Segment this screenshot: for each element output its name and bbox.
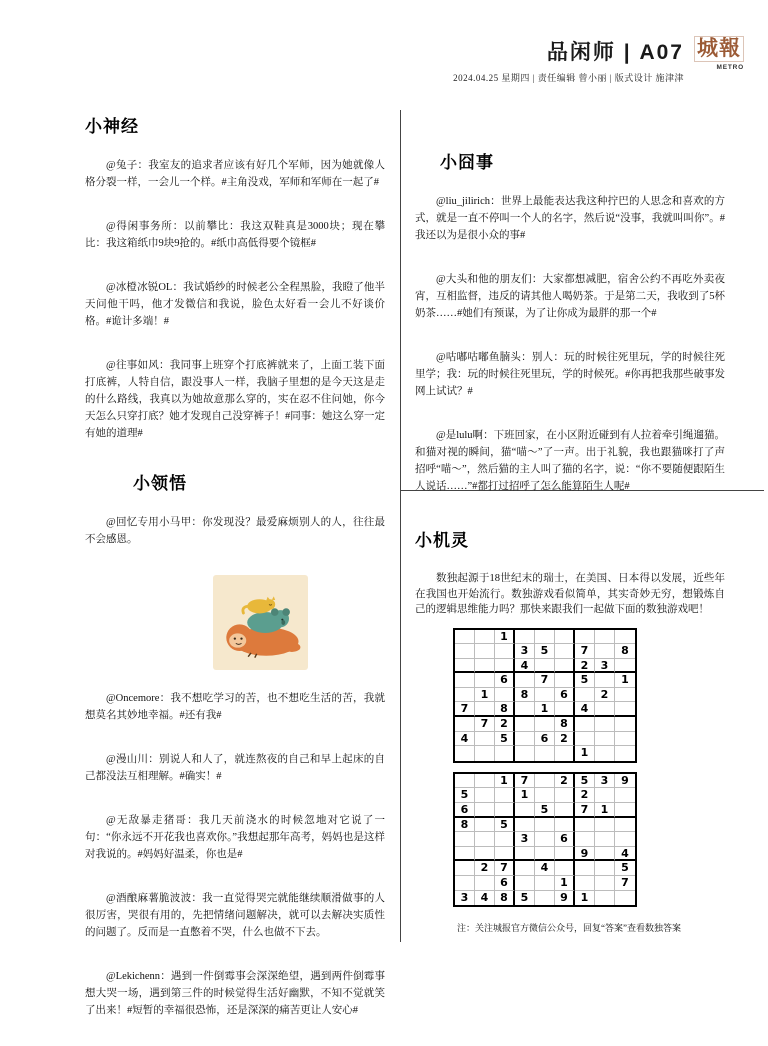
post-item: @是lulu啊：下班回家，在小区附近碰到有人拉着牵引绳遛猫。和猫对视的瞬间，猫“喵～”了一声。出于礼貌，我也跟猫咪打了声招呼“喵～”，然后猫的主人叫了猫的名字，说：“你不要随便跟陌生人说话……”#都打过招呼了怎么能算陌生人呢# (415, 430, 725, 492)
sudoku-cell (455, 774, 475, 789)
sudoku-cell: 1 (475, 688, 495, 703)
section-title-xiaoshenjing: 小神经 (85, 117, 139, 136)
sudoku-cell (535, 876, 555, 891)
sudoku-cell (615, 818, 635, 833)
column-divider-vertical (400, 110, 401, 942)
sudoku-cell (475, 630, 495, 645)
sudoku-cell: 6 (535, 732, 555, 747)
sudoku-cell (455, 861, 475, 876)
sudoku-cell (575, 876, 595, 891)
sudoku-cell (535, 847, 555, 862)
sudoku-cell: 5 (455, 788, 475, 803)
sudoku-cell (615, 688, 635, 703)
post-item: @liu_jilirich：世界上最能表达我这种拧巴的人思念和喜欢的方式，就是一直不停叫一个人的名字，然后说“没事，我就叫叫你”。#我还以为是很小众的事# (415, 196, 725, 241)
sudoku-cell (475, 732, 495, 747)
post-item: @漫山川：别说人和人了，就连熬夜的自己和早上起床的自己都没法互相理解。#确实！# (85, 754, 385, 782)
sudoku-cell (475, 876, 495, 891)
sudoku-cell (595, 861, 615, 876)
sudoku-cell: 1 (595, 803, 615, 818)
sudoku-cell (595, 644, 615, 659)
sudoku-cell: 5 (495, 732, 515, 747)
sudoku-cell (595, 746, 615, 761)
sudoku-cell (455, 847, 475, 862)
newspaper-logo (694, 36, 744, 71)
sudoku-cell (495, 688, 515, 703)
sudoku-cell: 1 (495, 774, 515, 789)
sudoku-cell (515, 803, 535, 818)
sudoku-intro-text: 数独起源于18世纪末的瑞士，在美国、日本得以发展，近些年在我国也开始流行。数独游戏看似简单，其实奇妙无穷，想锻炼自己的逻辑思维能力吗？那快来跟我们一起做下面的数独游戏吧！ (415, 573, 725, 615)
sudoku-cell: 2 (575, 659, 595, 674)
sudoku-cell (495, 832, 515, 847)
sudoku-cell (515, 847, 535, 862)
sudoku-cell: 8 (555, 717, 575, 732)
sudoku-cell: 7 (575, 803, 595, 818)
sudoku-cell: 5 (615, 861, 635, 876)
metro-logo-text: METRO (716, 64, 744, 72)
sudoku-cell: 7 (615, 876, 635, 891)
chengbao-logo-icon: 城報 (694, 36, 744, 62)
sudoku-cell (515, 717, 535, 732)
post-item: @冰橙冰锐OL：我试婚纱的时候老公全程黑脸，我瞪了他半天问他干吗，他才发微信和我说，脸色太好看一会儿不好谈价格。#诡计多端！# (85, 282, 385, 327)
sudoku-cell: 6 (555, 688, 575, 703)
sudoku-cell: 7 (515, 774, 535, 789)
sudoku-cell: 1 (555, 876, 575, 891)
sudoku-cell: 7 (575, 644, 595, 659)
sudoku-cell: 7 (535, 673, 555, 688)
sudoku-answer-note: 注：关注城报官方微信公众号，回复“答案”查看数独答案 (457, 923, 681, 934)
sudoku-cell (595, 818, 615, 833)
post-item: @往事如风：我同事上班穿个打底裤就来了，上面工装下面打底裤，人特自信，跟没事人一样，我脑子里想的是今天这是走的什么路线，我真以为她故意那么穿的，实在忍不住问她，你今天怎么只穿打底？她才发现自己没穿裤子！#同事：她这么穿一定有她的道理# (85, 360, 385, 439)
sudoku-cell (535, 891, 555, 906)
sudoku-cell (515, 702, 535, 717)
sudoku-cell (575, 861, 595, 876)
sudoku-cell (575, 818, 595, 833)
post-item: @兔子：我室友的追求者应该有好几个军师，因为她就像人格分裂一样，一会儿一个样。#主角没戏，军师和军师在一起了# (85, 160, 385, 188)
sudoku-cell (615, 832, 635, 847)
sudoku-cell (455, 659, 475, 674)
sudoku-cell (555, 803, 575, 818)
sudoku-cell (455, 876, 475, 891)
sudoku-cell (495, 746, 515, 761)
sudoku-cell (595, 717, 615, 732)
sudoku-cell (475, 673, 495, 688)
sudoku-cell: 2 (495, 717, 515, 732)
sudoku-cell: 7 (495, 861, 515, 876)
sudoku-cell (535, 832, 555, 847)
sudoku-cell (475, 746, 495, 761)
sudoku-cell (475, 788, 495, 803)
sudoku-cell (595, 891, 615, 906)
sudoku-cell: 9 (575, 847, 595, 862)
illustration-graphic (213, 575, 308, 670)
sudoku-cell (555, 659, 575, 674)
sudoku-cell (515, 673, 535, 688)
page-header (453, 36, 744, 84)
sudoku-cell (475, 832, 495, 847)
sudoku-cell (595, 876, 615, 891)
sudoku-cell: 4 (515, 659, 535, 674)
sudoku-cell: 2 (475, 861, 495, 876)
sudoku-cell (555, 746, 575, 761)
sudoku-cell (495, 788, 515, 803)
sudoku-cell (555, 644, 575, 659)
sudoku-cell (535, 717, 555, 732)
sudoku-cell (595, 832, 615, 847)
sudoku-cell (455, 630, 475, 645)
sudoku-cell (555, 702, 575, 717)
sudoku-cell (535, 746, 555, 761)
sudoku-cell: 1 (495, 630, 515, 645)
post-item: @得闲事务所：以前攀比：我这双鞋真是3000块；现在攀比：我这箱纸巾9块9抢的。#纸巾高低得要个镜框# (85, 221, 385, 249)
sudoku-cell: 1 (575, 746, 595, 761)
sudoku-cell (535, 688, 555, 703)
sudoku-cell: 9 (615, 774, 635, 789)
right-column-bottom (415, 526, 725, 934)
post-item: @Lekichenn：遇到一件倒霉事会深深绝望，遇到两件倒霉事想大哭一场，遇到第三件的时候觉得生活好幽默，不知不觉就笑了出来！#短暂的幸福很恐怖，还是深深的痛苦更让人安心# (85, 971, 385, 1016)
header-text-block (453, 36, 684, 84)
sudoku-cell (475, 774, 495, 789)
sudoku-cell (515, 876, 535, 891)
sudoku-cell: 2 (595, 688, 615, 703)
sudoku-cell: 6 (495, 673, 515, 688)
sudoku-cell: 5 (495, 818, 515, 833)
sudoku-cell (475, 847, 495, 862)
sudoku-cell (455, 673, 475, 688)
sudoku-cell (535, 659, 555, 674)
sudoku-cell: 1 (535, 702, 555, 717)
sudoku-cell: 1 (575, 891, 595, 906)
post-item: @无敌暴走猪哥：我几天前浇水的时候忽地对它说了一句：“你永远不开花我也喜欢你。”我想起那年高考，妈妈也是这样对我说的。#妈妈好温柔，你也是# (85, 815, 385, 860)
page-title: 品闲师 | A07 (546, 41, 684, 64)
sudoku-cell: 1 (615, 673, 635, 688)
sudoku-cell (515, 630, 535, 645)
sudoku-cell: 4 (455, 732, 475, 747)
sudoku-cell (555, 861, 575, 876)
sudoku-cell (555, 818, 575, 833)
sudoku-cell (495, 847, 515, 862)
sudoku-cell (455, 688, 475, 703)
sudoku-cell: 5 (575, 774, 595, 789)
sudoku-cell (595, 788, 615, 803)
right-column-top (415, 148, 725, 522)
sudoku-cell (515, 861, 535, 876)
sudoku-cell (475, 702, 495, 717)
sudoku-cell: 3 (595, 774, 615, 789)
post-item: @Oncemore：我不想吃学习的苦，也不想吃生活的苦，我就想莫名其妙地幸福。#还有我# (85, 693, 385, 721)
sudoku-cell (515, 746, 535, 761)
sudoku-cell: 1 (515, 788, 535, 803)
section-title-xiaojiling: 小机灵 (415, 531, 469, 550)
sudoku-cell (535, 774, 555, 789)
date-editor-line: 2024.04.25 星期四 | 责任编辑 曾小丽 | 版式设计 施津津 (453, 73, 684, 83)
sudoku-cell (615, 788, 635, 803)
sudoku-cell (535, 788, 555, 803)
sudoku-cell (555, 788, 575, 803)
sudoku-cell: 4 (615, 847, 635, 862)
sudoku-cell (495, 659, 515, 674)
sudoku-cell (615, 746, 635, 761)
post-item: @大头和他的朋友们：大家都想减肥，宿舍公约不再吃外卖夜宵，互相监督，违反的请其他人喝奶茶。于是第二天，我收到了5杯奶茶……#她们有预谋，为了让你成为最胖的那一个# (415, 274, 725, 319)
post-item: @酒酿麻薯脆波波：我一直觉得哭完就能继续顺滑做事的人很厉害，哭很有用的，先把情绪问题解决，就可以去解决实质性的问题了。反而是一直憋着不哭，什么也做不下去。 (85, 893, 385, 938)
sudoku-cell: 7 (455, 702, 475, 717)
sudoku-cell (575, 630, 595, 645)
sudoku-cell: 6 (555, 832, 575, 847)
sudoku-cell (455, 717, 475, 732)
sloth-koala-cat-illustration (213, 575, 308, 670)
sudoku-cell (495, 803, 515, 818)
sudoku-cell (595, 847, 615, 862)
sudoku-cell: 7 (475, 717, 495, 732)
left-column (85, 112, 385, 1046)
sudoku-cell: 8 (495, 891, 515, 906)
sudoku-grid-1 (453, 628, 637, 763)
sudoku-cell (535, 818, 555, 833)
sudoku-grid-2 (453, 772, 637, 907)
sudoku-cell (575, 732, 595, 747)
sudoku-cell (615, 891, 635, 906)
sudoku-cell (575, 688, 595, 703)
sudoku-cell: 3 (595, 659, 615, 674)
sudoku-cell: 5 (535, 644, 555, 659)
sudoku-cell: 4 (535, 861, 555, 876)
sudoku-cell: 3 (455, 891, 475, 906)
sudoku-cell: 5 (535, 803, 555, 818)
sudoku-cell (495, 644, 515, 659)
section-title-xiaolingwu: 小领悟 (133, 474, 187, 493)
sudoku-cell (595, 702, 615, 717)
sudoku-cell: 8 (515, 688, 535, 703)
post-item: @回忆专用小马甲：你发现没？最爱麻烦别人的人，往往最不会感恩。 (85, 517, 385, 545)
sudoku-cell (595, 673, 615, 688)
sudoku-cell (575, 832, 595, 847)
sudoku-cell (595, 732, 615, 747)
sudoku-cell (555, 673, 575, 688)
sudoku-cell: 4 (575, 702, 595, 717)
sudoku-cell (515, 732, 535, 747)
sudoku-cell: 8 (455, 818, 475, 833)
sudoku-cell: 2 (575, 788, 595, 803)
sudoku-cell: 6 (495, 876, 515, 891)
sudoku-cell (475, 803, 495, 818)
sudoku-cell: 5 (515, 891, 535, 906)
sudoku-cell (455, 644, 475, 659)
sudoku-cell (475, 818, 495, 833)
sudoku-cell (615, 702, 635, 717)
sudoku-cell (615, 803, 635, 818)
sudoku-cell (475, 644, 495, 659)
sudoku-cell: 6 (455, 803, 475, 818)
sudoku-cell: 8 (615, 644, 635, 659)
sudoku-cell: 3 (515, 644, 535, 659)
sudoku-cell: 4 (475, 891, 495, 906)
sudoku-cell: 5 (575, 673, 595, 688)
post-item: @咕嘟咕嘟鱼腩头：别人：玩的时候往死里玩，学的时候往死里学；我：玩的时候往死里玩，学的时候死。#你再把我那些破事发网上试试？# (415, 352, 725, 397)
sudoku-cell (595, 630, 615, 645)
sudoku-cell (555, 847, 575, 862)
sudoku-cell: 2 (555, 774, 575, 789)
sudoku-cell (615, 659, 635, 674)
sudoku-cell (535, 630, 555, 645)
sudoku-cell (455, 746, 475, 761)
sudoku-cell (615, 717, 635, 732)
sudoku-cell (455, 832, 475, 847)
sudoku-cell: 3 (515, 832, 535, 847)
section-title-xiaojiongshi: 小囧事 (440, 153, 494, 172)
sudoku-cell (575, 717, 595, 732)
sudoku-cell: 8 (495, 702, 515, 717)
sudoku-cell (555, 630, 575, 645)
sudoku-cell: 9 (555, 891, 575, 906)
sudoku-cell (515, 818, 535, 833)
sudoku-cell (615, 732, 635, 747)
sudoku-cell (615, 630, 635, 645)
sudoku-cell: 2 (555, 732, 575, 747)
sudoku-cell (475, 659, 495, 674)
